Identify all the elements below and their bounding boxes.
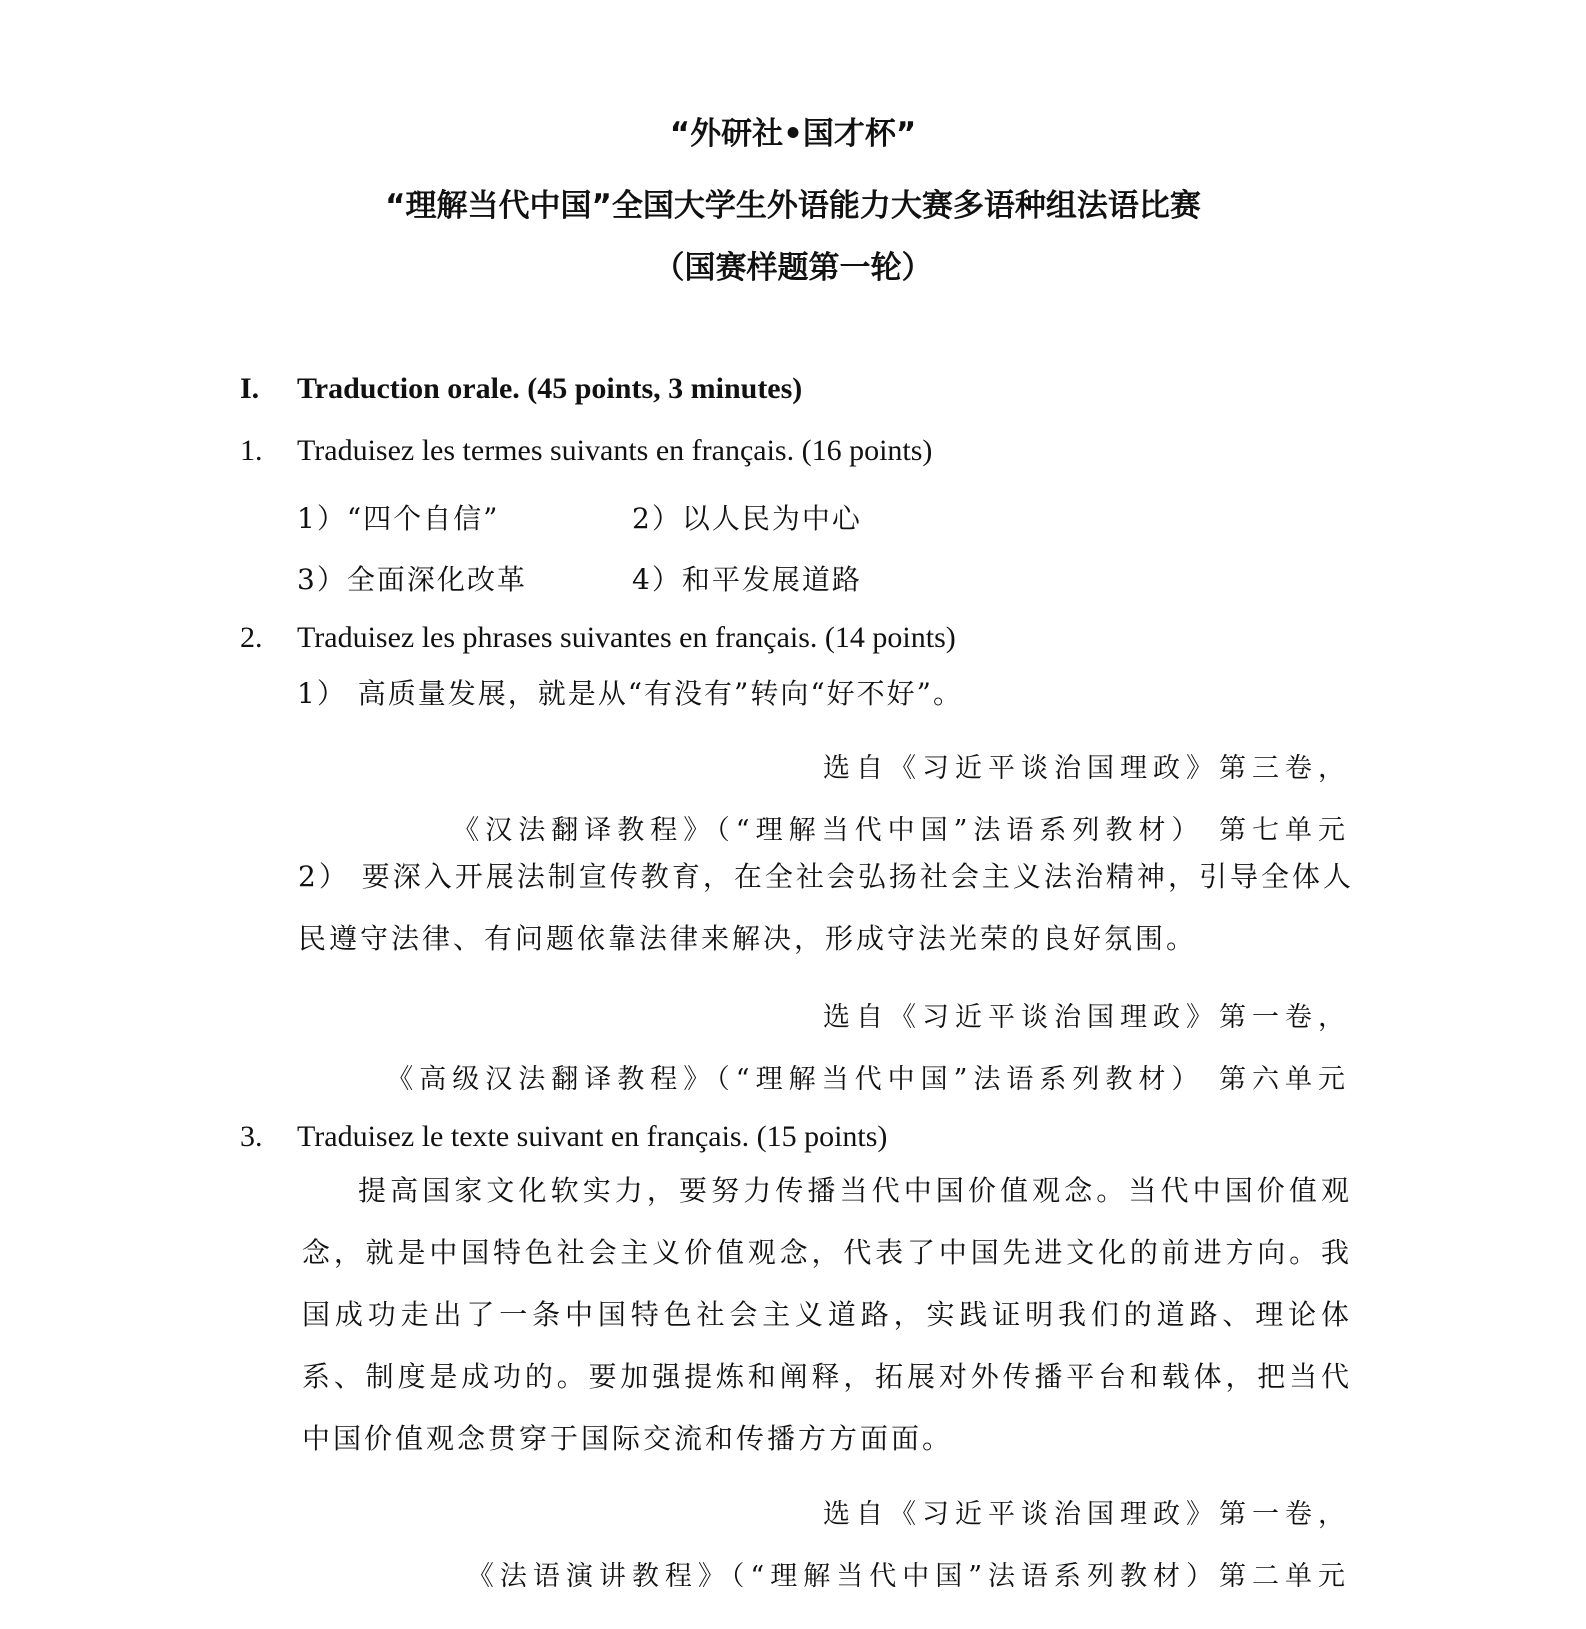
sentence-item: 2） 要深入开展法制宣传教育，在全社会弘扬社会主义法治精神，引导全体人民遵守法律、有问题依靠法律来解决，形成守法光荣的良好氛围。 — [298, 860, 1354, 955]
source-citation: 选自《习近平谈治国理政》第三卷， — [823, 753, 1351, 784]
source-citation: 《法语演讲教程》（“理解当代中国”法语系列教材）第二单元 — [466, 1561, 1351, 1592]
source-citation: 《汉法翻译教程》（“理解当代中国”法语系列教材） 第七单元 — [452, 815, 1351, 846]
question-instruction: Traduisez les phrases suivantes en français. (14 points) — [297, 621, 956, 654]
source-citation: 《高级汉法翻译教程》（“理解当代中国”法语系列教材） 第六单元 — [386, 1064, 1351, 1095]
question-instruction: Traduisez le texte suivant en français. (15 points) — [297, 1120, 888, 1153]
contest-title: “理解当代中国”全国大学生外语能力大赛多语种组法语比赛 — [385, 188, 1201, 224]
section-title: Traduction orale. (45 points, 3 minutes) — [297, 372, 803, 405]
passage-text: 提高国家文化软实力，要努力传播当代中国价值观念。当代中国价值观念，就是中国特色社会主义价值观念，代表了中国先进文化的前进方向。我国成功走出了一条中国特色社会主义道路，实践证明我们的道路、理论体系、制度是成功的。要加强提炼和阐释，拓展对外传播平台和载体，把当代中国价值观念贯穿于国际交流和传播方方面面。 — [302, 1174, 1352, 1455]
term-item: 1）“四个自信” — [297, 502, 500, 535]
source-citation: 选自《习近平谈治国理政》第一卷， — [823, 1499, 1351, 1530]
section-number: I. — [240, 372, 260, 405]
term-item: 4）和平发展道路 — [632, 563, 862, 596]
term-item: 3）全面深化改革 — [297, 563, 527, 596]
competition-title: “外研社•国才杯” — [669, 116, 917, 152]
round-subtitle: （国赛样题第一轮） — [653, 250, 933, 286]
source-citation: 选自《习近平谈治国理政》第一卷， — [823, 1002, 1351, 1033]
question-instruction: Traduisez les termes suivants en français. (16 points) — [297, 434, 933, 467]
question-number: 3. — [240, 1120, 263, 1153]
question-number: 2. — [240, 621, 263, 654]
sentence-item: 1） 高质量发展，就是从“有没有”转向“好不好”。 — [297, 677, 963, 710]
question-number: 1. — [240, 434, 263, 467]
term-item: 2）以人民为中心 — [632, 502, 862, 535]
